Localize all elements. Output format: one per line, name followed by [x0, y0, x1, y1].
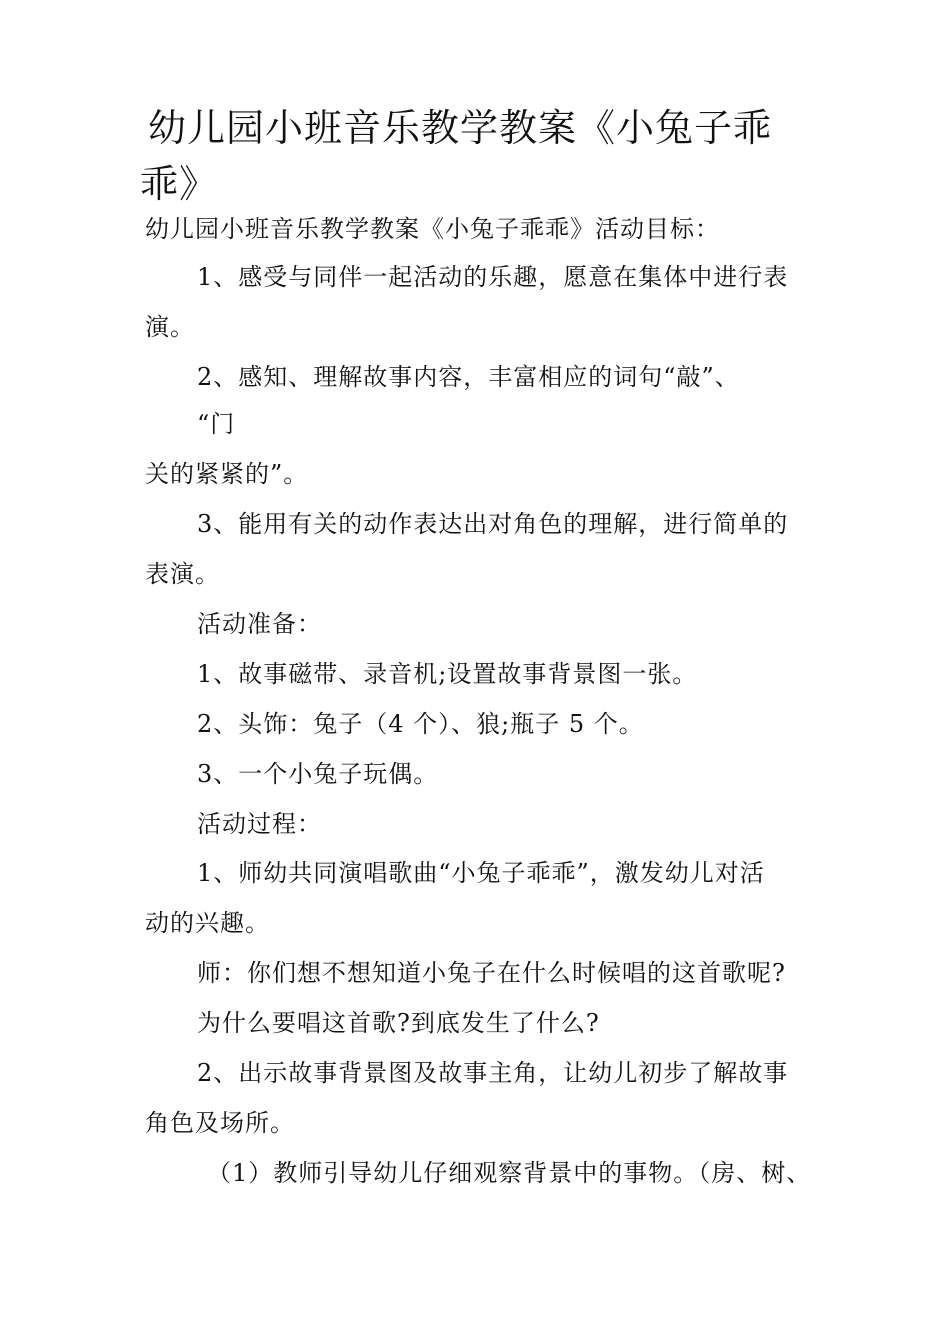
process-heading: 活动过程：	[197, 810, 322, 838]
intro-line: 幼儿园小班音乐教学教案《小兔子乖乖》活动目标：	[145, 215, 720, 243]
process-step-1: 1、师幼共同演唱歌曲“小兔子乖乖”，激发幼儿对活	[197, 859, 765, 887]
preparation-heading: 活动准备：	[197, 610, 322, 638]
preparation-item-2: 2、头饰：兔子（4 个）、狼;瓶子 5 个。	[197, 710, 644, 738]
process-step-2: 2、出示故事背景图及故事主角，让幼儿初步了解故事	[197, 1059, 789, 1087]
process-step-2-continuation: 角色及场所。	[145, 1109, 295, 1137]
title-line-1: 幼儿园小班音乐教学教案《小兔子乖	[148, 106, 773, 150]
goal-1-line: 1、感受与同伴一起活动的乐趣，愿意在集体中进行表	[197, 263, 789, 291]
preparation-item-1: 1、故事磁带、录音机;设置故事背景图一张。	[197, 660, 698, 688]
process-step-1-continuation: 动的兴趣。	[145, 909, 270, 937]
goal-3-continuation: 表演。	[145, 560, 220, 588]
goal-2-continuation: 关的紧紧的”。	[145, 460, 309, 488]
goal-1-continuation: 演。	[145, 313, 195, 341]
goal-2-line: 2、感知、理解故事内容，丰富相应的词句“敲”、	[197, 363, 740, 391]
teacher-question-1: 师：你们想不想知道小兔子在什么时候唱的这首歌呢?	[197, 959, 786, 987]
goal-3-line: 3、能用有关的动作表达出对角色的理解，进行简单的	[197, 510, 789, 538]
title-line-2: 乖》	[140, 162, 219, 206]
preparation-item-3: 3、一个小兔子玩偶。	[197, 760, 439, 788]
goal-2-fragment: “门	[197, 410, 236, 438]
process-substep-1: （1）教师引导幼儿仔细观察背景中的事物。（房、树、	[207, 1159, 812, 1187]
teacher-question-2: 为什么要唱这首歌?到底发生了什么?	[197, 1009, 600, 1037]
document-title	[140, 100, 800, 212]
